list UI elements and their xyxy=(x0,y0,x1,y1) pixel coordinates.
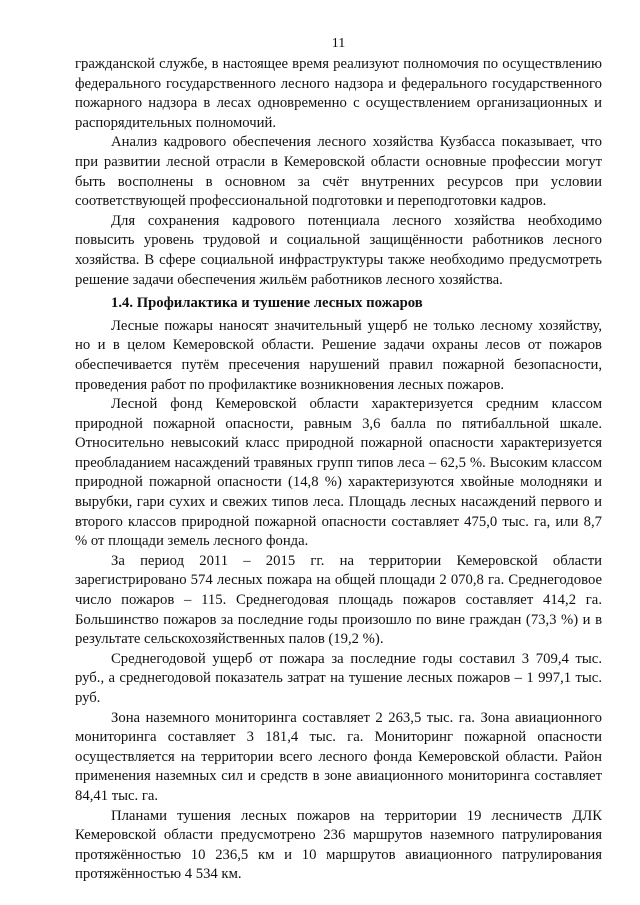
paragraph: гражданской службе, в настоящее время реализуют полномочия по осуществлению федерального государственного лесного надзора и федерального государственного пожарного надзора в лесах одновременно с осуществлением организационных и распорядительных полномочий. xyxy=(75,56,602,131)
section-heading: 1.4. Профилактика и тушение лесных пожаров xyxy=(111,295,423,312)
paragraph: Среднегодовой ущерб от пожара за последние годы составил 3 709,4 тыс. руб., а среднегодовой показатель затрат на тушение лесных пожаров – 1 997,1 тыс. руб. xyxy=(75,650,602,706)
paragraph: Зона наземного мониторинга составляет 2 263,5 тыс. га. Зона авиационного мониторинга составляет 3 181,4 тыс. га. Мониторинг пожарной опасности осуществляется на территории всего лесного фонда Кемеровской области. Район применения наземных сил и средств в зоне авиационного мониторинга составляет 84,41 тыс. га. xyxy=(75,709,602,804)
paragraph: Планами тушения лесных пожаров на территории 19 лесничеств ДЛК Кемеровской области предусмотрено 236 маршрутов наземного патрулирования протяжённостью 10 236,5 км и 10 маршрутов авиационного патрулирования протяжённостью 4 534 км. xyxy=(75,807,602,883)
paragraph: Анализ кадрового обеспечения лесного хозяйства Кузбасса показывает, что при развитии лесной отрасли в Кемеровской области основные профессии могут быть восполнены в основном за счёт внутренних ресурсов при условии соответствующей профессиональной подготовки и переподготовки кадров. xyxy=(75,134,602,210)
paragraph: Для сохранения кадрового потенциала лесного хозяйства необходимо повысить уровень трудовой и социальной защищённости работников лесного хозяйства. В сфере социальной инфраструктуры также необходимо предусмотреть решение задачи обеспечения жильём работников лесного хозяйства. xyxy=(75,212,602,288)
page-number: 11 xyxy=(331,36,346,51)
paragraph: Лесной фонд Кемеровской области характеризуется средним классом природной пожарной опасности, равным 3,6 балла по пятибалльной шкале. Относительно невысокий класс природной пожарной опасности характеризуется преобладанием насаждений травяных групп типов леса – 62,5 %. Высоким классом природной пожарной опасности (14,8 %) характеризуются хвойные молодняки и вырубки, гари сухих и свежих типов леса. Площадь лесных насаждений первого и второго классов природной пожарной опасности составляет 475,0 тыс. га, или 8,7 % от площади земель лесного фонда. xyxy=(75,396,602,550)
paragraph: За период 2011 – 2015 гг. на территории Кемеровской области зарегистрировано 574 лесных пожара на общей площади 2 070,8 га. Среднегодовое число пожаров – 115. Среднегодовая площадь пожаров составляет 414,2 га. Большинство пожаров за последние годы произошло по вине граждан (73,3 %) и в результате сельскохозяйственных палов (19,2 %). xyxy=(75,552,602,648)
paragraph: Лесные пожары наносят значительный ущерб не только лесному хозяйству, но и в целом Кемеровской области. Решение задачи охраны лесов от пожаров обеспечивается путём пресечения нарушений правил пожарной безопасности, проведения работ по профилактике возникновения лесных пожаров. xyxy=(75,317,602,393)
